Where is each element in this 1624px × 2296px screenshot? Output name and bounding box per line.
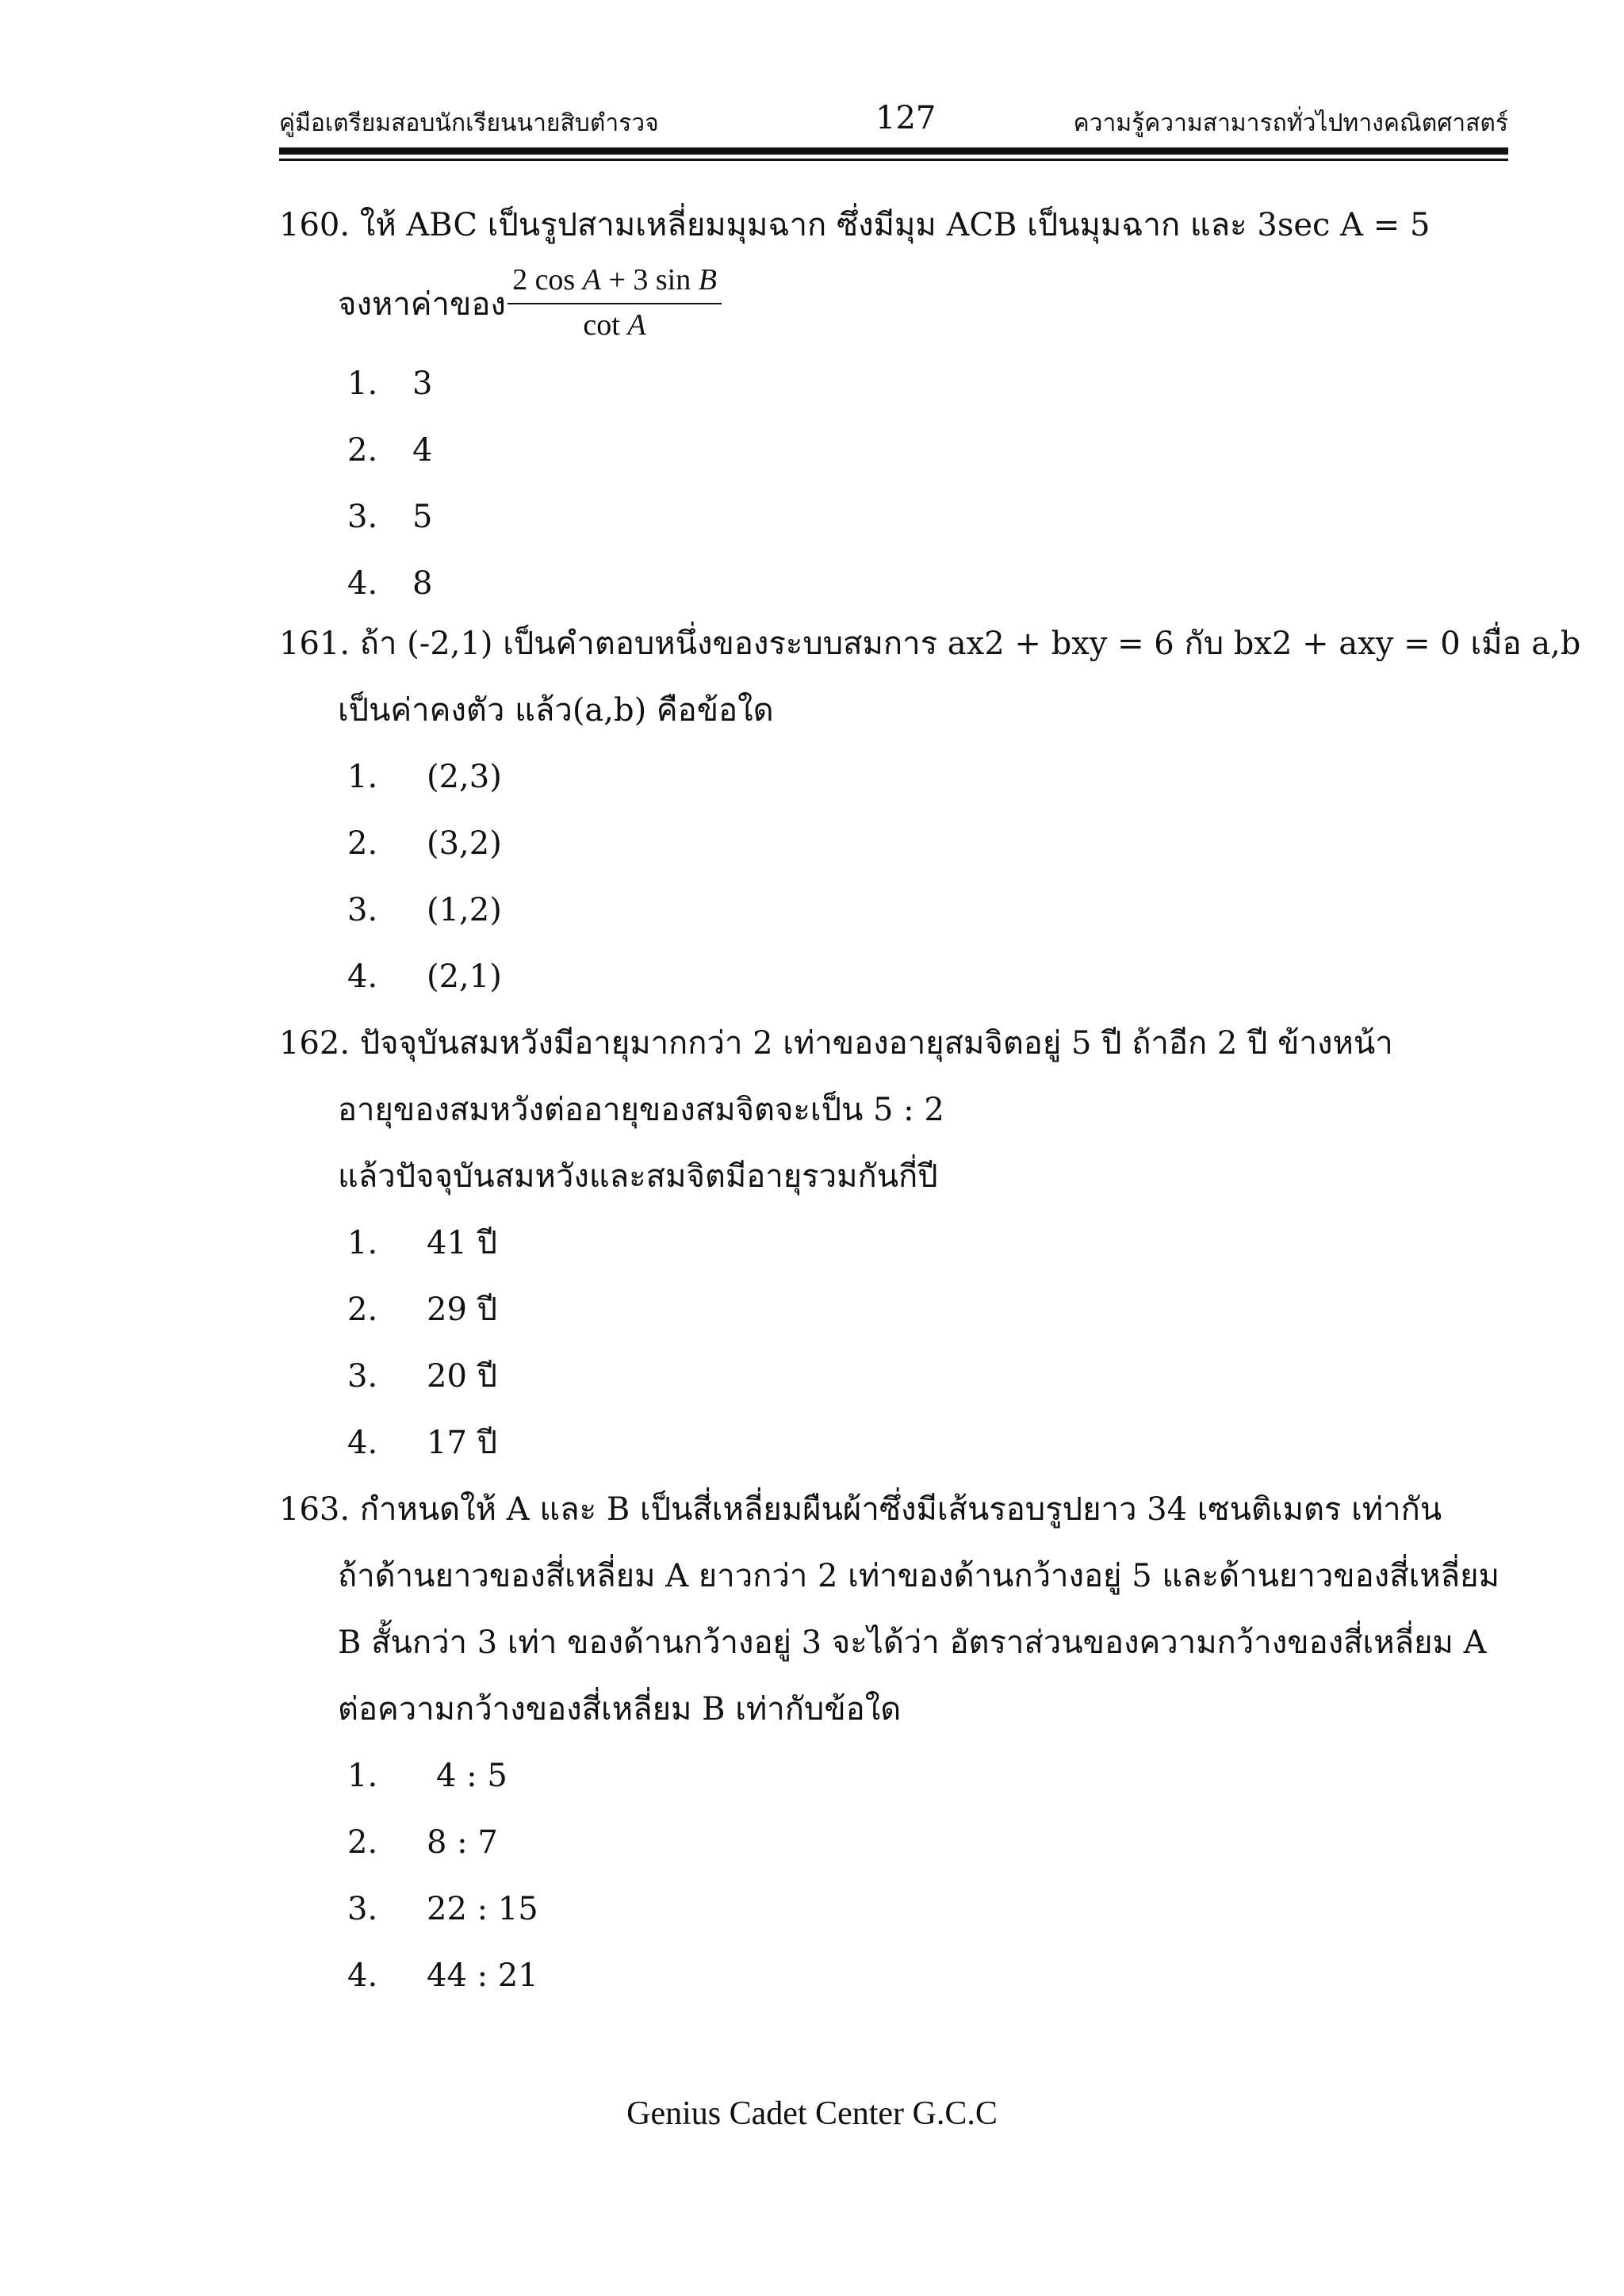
option-3 xyxy=(279,1343,1516,1410)
den-var: A xyxy=(627,308,646,342)
question-161 xyxy=(279,610,1581,1010)
option-number: 3. xyxy=(347,1358,378,1395)
question-number: 161. xyxy=(279,626,350,662)
option-1 xyxy=(279,1210,1516,1276)
option-3 xyxy=(279,877,1516,943)
option-value: 17 ปี xyxy=(427,1425,498,1461)
option-4 xyxy=(279,550,1516,617)
page-footer: Genius Cadet Center G.C.C xyxy=(626,2095,998,2132)
option-number: 1. xyxy=(347,759,378,795)
option-value: 41 ปี xyxy=(427,1225,498,1261)
header-rule-thick xyxy=(279,147,1508,155)
option-value: 4 : 5 xyxy=(436,1758,508,1794)
option-3 xyxy=(279,1876,1516,1942)
question-162 xyxy=(279,1010,1516,1476)
option-value: 4 xyxy=(412,432,433,469)
option-3 xyxy=(279,484,1516,550)
option-number: 3. xyxy=(347,892,378,928)
option-number: 4. xyxy=(347,959,378,995)
header-subject: ความรู้ความสามารถทั่วไปทางคณิตศาสตร์ xyxy=(1073,109,1508,137)
question-stem-line xyxy=(279,1010,1516,1077)
header-book-title: คู่มือเตรียมสอบนักเรียนนายสิบตำรวจ xyxy=(279,109,659,137)
option-number: 1. xyxy=(347,1758,378,1794)
page-number: 127 xyxy=(875,100,936,136)
option-value: 5 xyxy=(412,499,433,535)
option-number: 1. xyxy=(347,1225,378,1261)
option-value: 8 : 7 xyxy=(427,1824,498,1861)
option-number: 4. xyxy=(347,1425,378,1461)
question-160 xyxy=(279,192,1516,617)
option-2 xyxy=(279,417,1516,484)
fraction-line xyxy=(279,258,1516,350)
question-text: ให้ ABC เป็นรูปสามเหลี่ยมมุมฉาก ซึ่งมีมุม ACB เป็นมุมฉาก และ 3sec A = 5 xyxy=(359,207,1431,243)
fraction-prefix: จงหาค่าของ xyxy=(338,286,506,323)
option-number: 2. xyxy=(347,432,378,469)
question-stem-line: ถ้าด้านยาวของสี่เหลี่ยม A ยาวกว่า 2 เท่าของด้านกว้างอยู่ 5 และด้านยาวของสี่เหลี่ยม xyxy=(338,1558,1500,1594)
question-text: กำหนดให้ A และ B เป็นสี่เหลี่ยมผืนผ้าซึ่งมีเส้นรอบรูปยาว 34 เซนติเมตร เท่ากัน xyxy=(359,1491,1442,1528)
question-stem-line xyxy=(279,610,1581,677)
header-rule-thin xyxy=(279,159,1508,161)
question-stem-line: แล้วปัจจุบันสมหวังและสมจิตมีอายุรวมกันกี่ปี xyxy=(338,1158,938,1195)
option-value: (3,2) xyxy=(427,825,502,862)
option-1 xyxy=(279,350,1516,417)
option-value: (2,1) xyxy=(427,959,502,995)
den-part: cot xyxy=(583,308,628,342)
option-value: 22 : 15 xyxy=(427,1891,538,1927)
question-stem-line xyxy=(279,192,1516,258)
question-stem-line xyxy=(279,1476,1516,1543)
question-stem-line: ต่อความกว้างของสี่เหลี่ยม B เท่ากับข้อใด xyxy=(338,1691,902,1728)
option-number: 2. xyxy=(347,1824,378,1861)
option-4 xyxy=(279,1942,1516,2009)
option-value: 29 ปี xyxy=(427,1292,498,1328)
question-number: 162. xyxy=(279,1025,350,1062)
option-value: 20 ปี xyxy=(427,1358,498,1395)
option-number: 2. xyxy=(347,825,378,862)
num-var: B xyxy=(698,263,717,297)
option-1 xyxy=(279,744,1516,810)
fraction-expression xyxy=(508,260,722,346)
fraction-denominator xyxy=(508,304,722,346)
fraction-numerator xyxy=(508,260,722,304)
question-number: 160. xyxy=(279,207,350,243)
option-number: 3. xyxy=(347,499,378,535)
num-var: A xyxy=(582,263,601,297)
num-part: + 3 sin xyxy=(600,263,699,297)
option-1 xyxy=(279,1743,1516,1809)
option-value: (1,2) xyxy=(427,892,502,928)
option-value: 44 : 21 xyxy=(427,1957,538,1994)
option-value: 8 xyxy=(412,565,433,602)
option-number: 4. xyxy=(347,565,378,602)
option-number: 2. xyxy=(347,1292,378,1328)
option-2 xyxy=(279,1276,1516,1343)
option-number: 3. xyxy=(347,1891,378,1927)
question-stem-line: อายุของสมหวังต่ออายุของสมจิตจะเป็น 5 : 2 xyxy=(338,1092,944,1128)
question-text: ถ้า (-2,1) เป็นคำตอบหนึ่งของระบบสมการ ax2 + bxy = 6 กับ bx2 + axy = 0 เมื่อ a,b xyxy=(359,626,1581,662)
option-value: (2,3) xyxy=(427,759,502,795)
page-header xyxy=(279,100,1508,144)
option-4 xyxy=(279,1410,1516,1476)
option-4 xyxy=(279,943,1516,1010)
option-2 xyxy=(279,1809,1516,1876)
option-value: 3 xyxy=(412,365,433,402)
option-number: 4. xyxy=(347,1957,378,1994)
question-stem-line: เป็นค่าคงตัว แล้ว(a,b) คือข้อใด xyxy=(338,692,774,729)
question-stem-line: B สั้นกว่า 3 เท่า ของด้านกว้างอยู่ 3 จะได้ว่า อัตราส่วนของความกว้างของสี่เหลี่ยม A xyxy=(338,1624,1487,1661)
question-number: 163. xyxy=(279,1491,350,1528)
question-text: ปัจจุบันสมหวังมีอายุมากกว่า 2 เท่าของอายุสมจิตอยู่ 5 ปี ถ้าอีก 2 ปี ข้างหน้า xyxy=(359,1025,1393,1062)
option-2 xyxy=(279,810,1516,877)
option-number: 1. xyxy=(347,365,378,402)
question-163 xyxy=(279,1476,1516,2009)
num-part: 2 cos xyxy=(512,263,583,297)
